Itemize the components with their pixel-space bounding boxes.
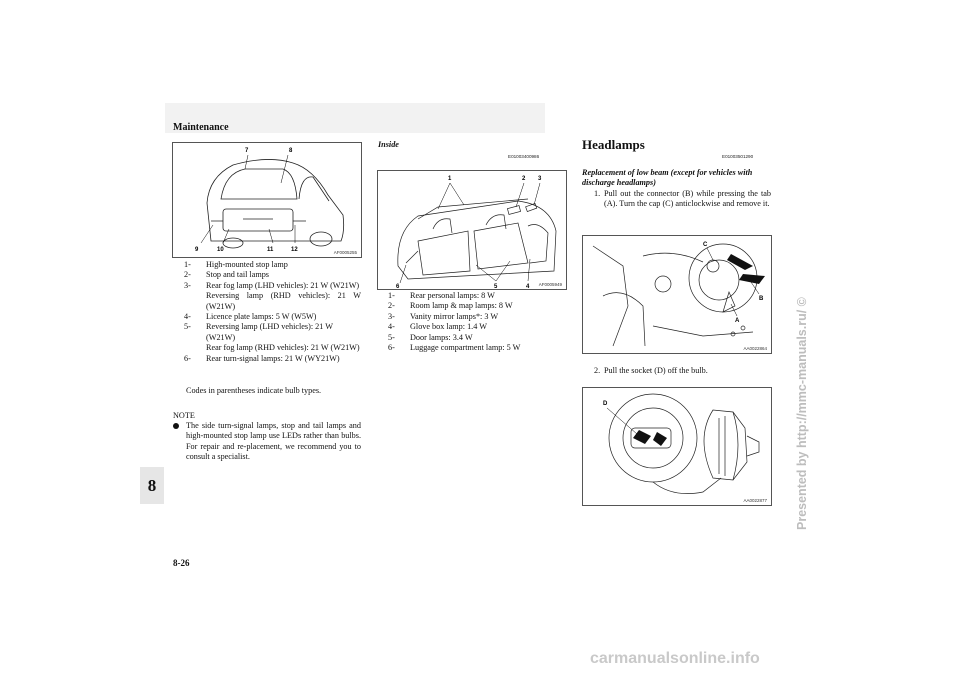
step-2: 2. Pull the socket (D) off the bulb. (594, 366, 708, 375)
list-item: 3- Rear fog lamp (LHD vehicles): 21 W (W21W) Reversing lamp (RHD vehicles): 21 W (W21W) (184, 280, 361, 311)
page-header-title: Maintenance (173, 122, 229, 133)
list-item: 6- Luggage compartment lamp: 5 W (388, 343, 521, 353)
footer-watermark: carmanualsonline.info (590, 650, 760, 667)
socket-illustration (583, 388, 771, 505)
bullet-icon (173, 423, 179, 429)
low-beam-subheading: Replacement of low beam (except for vehicles with discharge headlamps) (582, 168, 753, 188)
figure-code: AA0022877 (743, 498, 767, 503)
inside-section-code: E01003400986 (508, 154, 540, 159)
interior-illustration (378, 171, 566, 289)
callout-8: 8 (289, 148, 293, 154)
rear-lamp-list (184, 260, 361, 364)
list-item: 5- Reversing lamp (LHD vehicles): 21 W (W21W) Rear fog lamp (RHD vehicles): 21 W (W21W) (184, 322, 360, 353)
list-item: 6- Rear turn-signal lamps: 21 W (WY21W) (184, 353, 340, 363)
interior-lamp-list (388, 291, 565, 353)
callout-4: 4 (526, 284, 530, 289)
interior-figure (377, 170, 567, 290)
callout-5: 5 (494, 284, 498, 289)
list-item: 2- Stop and tail lamps (184, 270, 269, 280)
callout-9: 9 (195, 247, 199, 253)
callout-6: 6 (396, 284, 400, 289)
callout-c: C (703, 242, 708, 248)
vertical-watermark (786, 100, 816, 540)
watermark-text: Presented by http://mmc-manuals.ru/ © (795, 297, 809, 530)
step-1: 1. Pull out the connector (B) while pressing the tab (A). Turn the cap (C) anticlockwise and remove it. (594, 189, 771, 209)
callout-d: D (603, 401, 608, 407)
callout-1: 1 (448, 176, 452, 182)
list-item: 4- Glove box lamp: 1.4 W (388, 322, 487, 332)
codes-note: Codes in parentheses indicate bulb types. (186, 386, 322, 395)
note-bullet-item (173, 421, 361, 463)
list-item: 1- High-mounted stop lamp (184, 260, 288, 269)
chapter-tab: 8 (140, 467, 164, 504)
list-item: 2- Room lamp & map lamps: 8 W (388, 301, 513, 311)
note-text: The side turn-signal lamps, stop and tail lamps and high-mounted stop lamp use LEDs rather than bulbs. For repair and re-placement, we recommend you to consult a specialist. (186, 421, 361, 462)
rear-car-illustration (173, 143, 361, 257)
callout-7: 7 (245, 148, 249, 154)
socket-figure (582, 387, 772, 506)
callout-11: 11 (267, 247, 274, 253)
headlamp-cap-illustration (583, 236, 771, 353)
rear-car-figure (172, 142, 362, 258)
callout-3: 3 (538, 176, 542, 182)
figure-code: AF0005949 (538, 282, 562, 287)
headlamps-section-code: E01003501290 (722, 154, 754, 159)
list-item: 1- Rear personal lamps: 8 W (388, 291, 495, 300)
callout-10: 10 (217, 247, 224, 253)
list-item: 5- Door lamps: 3.4 W (388, 332, 473, 342)
figure-code: AF0005255 (333, 250, 357, 255)
page-number: 8-26 (173, 558, 190, 568)
headlamps-heading: Headlamps (582, 137, 645, 152)
headlamp-cap-figure (582, 235, 772, 354)
callout-a: A (735, 318, 740, 324)
figure-code: AA0022864 (743, 346, 767, 351)
callout-b: B (759, 296, 764, 302)
list-item: 4- Licence plate lamps: 5 W (W5W) (184, 312, 317, 322)
note-heading: NOTE (173, 411, 195, 420)
callout-12: 12 (291, 247, 298, 253)
callout-2: 2 (522, 176, 526, 182)
inside-heading: Inside (378, 140, 399, 149)
list-item: 3- Vanity mirror lamps*: 3 W (388, 311, 499, 321)
